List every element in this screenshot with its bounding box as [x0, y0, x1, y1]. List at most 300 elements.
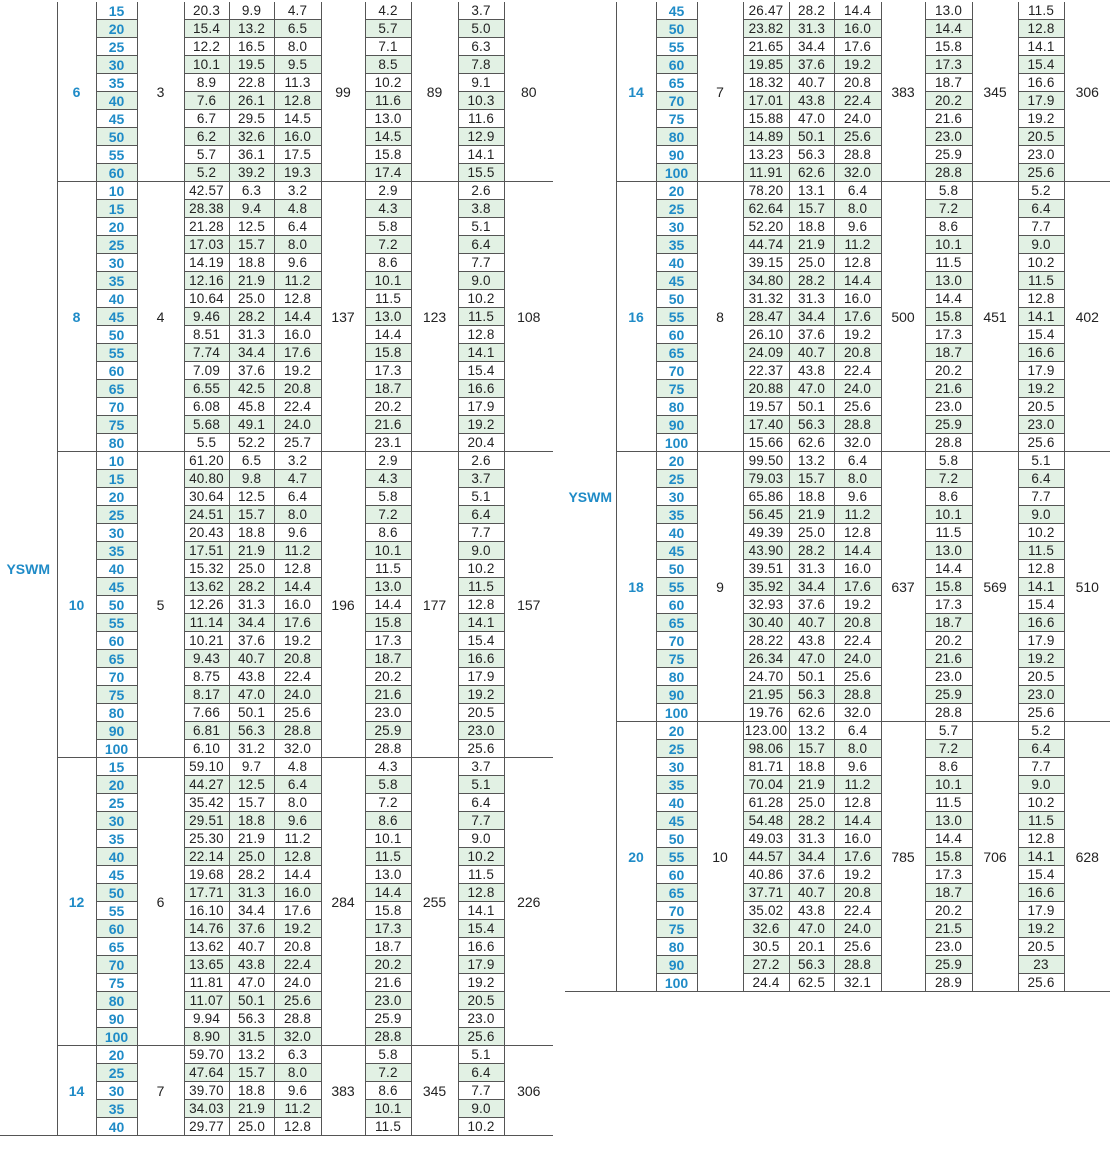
value-cell: 37.71	[743, 884, 789, 902]
value-cell: 5.8	[925, 182, 972, 200]
value-cell: 11.5	[458, 578, 504, 596]
value-cell: 13.0	[365, 110, 411, 128]
value-cell: 24.70	[743, 668, 789, 686]
value-cell: 32.0	[834, 704, 881, 722]
value-cell: 14.4	[274, 308, 321, 326]
length-cell: 20	[96, 20, 137, 38]
value-cell: 8.51	[184, 326, 229, 344]
value-cell: 9.6	[834, 488, 881, 506]
value-cell: 8.5	[365, 56, 411, 74]
length-cell: 30	[96, 56, 137, 74]
capacity-cell: 637	[881, 452, 925, 722]
value-cell: 23.0	[458, 1010, 504, 1028]
value-cell: 17.01	[743, 92, 789, 110]
value-cell: 22.37	[743, 362, 789, 380]
value-cell: 44.57	[743, 848, 789, 866]
value-cell: 14.76	[184, 920, 229, 938]
length-cell: 15	[96, 758, 137, 776]
series-label: YSWM	[0, 2, 57, 1136]
value-cell: 19.2	[834, 326, 881, 344]
length-cell: 60	[656, 866, 697, 884]
size-cell: 6	[57, 2, 96, 182]
value-cell: 25.0	[229, 560, 274, 578]
value-cell: 47.64	[184, 1064, 229, 1082]
value-cell: 14.1	[1018, 578, 1064, 596]
value-cell: 7.7	[458, 812, 504, 830]
value-cell: 10.2	[1018, 524, 1064, 542]
value-cell: 20.2	[365, 956, 411, 974]
value-cell: 28.8	[834, 686, 881, 704]
capacity-cell: 255	[411, 758, 458, 1046]
length-cell: 50	[656, 20, 697, 38]
value-cell: 42.57	[184, 182, 229, 200]
value-cell: 15.8	[925, 848, 972, 866]
length-cell: 25	[656, 740, 697, 758]
value-cell: 6.4	[458, 506, 504, 524]
value-cell: 20.8	[274, 380, 321, 398]
value-cell: 27.2	[743, 956, 789, 974]
length-cell: 65	[96, 380, 137, 398]
value-cell: 40.86	[743, 866, 789, 884]
value-cell: 17.9	[458, 398, 504, 416]
value-cell: 14.4	[834, 542, 881, 560]
value-cell: 11.91	[743, 164, 789, 182]
value-cell: 2.6	[458, 452, 504, 470]
length-cell: 40	[96, 1118, 137, 1136]
value-cell: 12.8	[458, 596, 504, 614]
value-cell: 34.4	[789, 38, 834, 56]
value-cell: 31.3	[789, 560, 834, 578]
value-cell: 7.2	[925, 200, 972, 218]
value-cell: 18.7	[365, 650, 411, 668]
value-cell: 17.40	[743, 416, 789, 434]
value-cell: 52.2	[229, 434, 274, 452]
value-cell: 17.6	[274, 614, 321, 632]
value-cell: 12.8	[1018, 560, 1064, 578]
value-cell: 25.0	[229, 1118, 274, 1136]
value-cell: 98.06	[743, 740, 789, 758]
value-cell: 6.4	[458, 236, 504, 254]
value-cell: 8.0	[274, 794, 321, 812]
value-cell: 13.0	[925, 812, 972, 830]
value-cell: 3.7	[458, 470, 504, 488]
value-cell: 29.5	[229, 110, 274, 128]
value-cell: 5.8	[365, 1046, 411, 1064]
value-cell: 25.9	[925, 686, 972, 704]
value-cell: 43.8	[789, 902, 834, 920]
value-cell: 20.3	[184, 2, 229, 20]
value-cell: 34.80	[743, 272, 789, 290]
table-row	[0, 2, 553, 20]
value-cell: 10.1	[925, 236, 972, 254]
length-cell: 80	[96, 992, 137, 1010]
value-cell: 5.2	[1018, 722, 1064, 740]
value-cell: 49.39	[743, 524, 789, 542]
value-cell: 2.6	[458, 182, 504, 200]
value-cell: 14.1	[1018, 848, 1064, 866]
value-cell: 24.0	[274, 686, 321, 704]
capacity-cell: 137	[321, 182, 365, 452]
value-cell: 14.4	[274, 866, 321, 884]
value-cell: 5.68	[184, 416, 229, 434]
value-cell: 14.19	[184, 254, 229, 272]
value-cell: 10.2	[458, 290, 504, 308]
value-cell: 25.6	[834, 128, 881, 146]
value-cell: 44.27	[184, 776, 229, 794]
capacity-cell: 306	[1064, 2, 1110, 182]
value-cell: 12.8	[274, 92, 321, 110]
value-cell: 7.66	[184, 704, 229, 722]
value-cell: 62.6	[789, 434, 834, 452]
value-cell: 24.51	[184, 506, 229, 524]
value-cell: 22.4	[274, 956, 321, 974]
value-cell: 8.6	[925, 218, 972, 236]
length-cell: 80	[96, 704, 137, 722]
value-cell: 21.95	[743, 686, 789, 704]
capacity-cell: 196	[321, 452, 365, 758]
length-cell: 100	[96, 740, 137, 758]
value-cell: 6.4	[274, 488, 321, 506]
value-cell: 25.9	[925, 146, 972, 164]
value-cell: 15.8	[925, 578, 972, 596]
value-cell: 20.8	[834, 884, 881, 902]
value-cell: 3.7	[458, 2, 504, 20]
value-cell: 21.5	[925, 920, 972, 938]
value-cell: 25.6	[274, 992, 321, 1010]
value-cell: 5.7	[365, 20, 411, 38]
value-cell: 11.07	[184, 992, 229, 1010]
value-cell: 28.8	[365, 1028, 411, 1046]
length-cell: 90	[96, 722, 137, 740]
value-cell: 17.3	[925, 56, 972, 74]
value-cell: 17.3	[925, 596, 972, 614]
value-cell: 2.9	[365, 182, 411, 200]
value-cell: 23.0	[1018, 686, 1064, 704]
value-cell: 14.4	[834, 272, 881, 290]
value-cell: 43.8	[789, 362, 834, 380]
length-cell: 60	[96, 920, 137, 938]
value-cell: 17.3	[365, 632, 411, 650]
value-cell: 23.82	[743, 20, 789, 38]
value-cell: 20.88	[743, 380, 789, 398]
length-cell: 50	[96, 596, 137, 614]
value-cell: 30.64	[184, 488, 229, 506]
value-cell: 12.8	[834, 254, 881, 272]
value-cell: 15.4	[458, 632, 504, 650]
value-cell: 14.5	[274, 110, 321, 128]
value-cell: 18.8	[229, 812, 274, 830]
value-cell: 8.0	[834, 470, 881, 488]
length-cell: 15	[96, 2, 137, 20]
capacity-cell: 345	[411, 1046, 458, 1136]
value-cell: 9.94	[184, 1010, 229, 1028]
length-cell: 35	[656, 506, 697, 524]
value-cell: 12.9	[458, 128, 504, 146]
value-cell: 20.5	[1018, 128, 1064, 146]
value-cell: 15.7	[229, 236, 274, 254]
value-cell: 15.66	[743, 434, 789, 452]
value-cell: 4.3	[365, 200, 411, 218]
value-cell: 17.51	[184, 542, 229, 560]
value-cell: 34.4	[229, 902, 274, 920]
value-cell: 6.7	[184, 110, 229, 128]
value-cell: 9.6	[834, 758, 881, 776]
value-cell: 16.6	[458, 380, 504, 398]
size-cell: 20	[616, 722, 656, 992]
length-cell: 25	[96, 38, 137, 56]
value-cell: 18.8	[789, 758, 834, 776]
value-cell: 9.6	[274, 524, 321, 542]
value-cell: 61.20	[184, 452, 229, 470]
value-cell: 23.0	[1018, 416, 1064, 434]
value-cell: 13.2	[229, 20, 274, 38]
length-cell: 65	[656, 884, 697, 902]
value-cell: 6.3	[229, 182, 274, 200]
value-cell: 11.2	[274, 542, 321, 560]
value-cell: 9.0	[1018, 236, 1064, 254]
length-cell: 75	[656, 920, 697, 938]
value-cell: 3.2	[274, 182, 321, 200]
module-cell: 4	[137, 182, 184, 452]
value-cell: 14.1	[458, 146, 504, 164]
value-cell: 22.4	[274, 668, 321, 686]
length-cell: 90	[656, 686, 697, 704]
value-cell: 7.6	[184, 92, 229, 110]
length-cell: 35	[96, 1100, 137, 1118]
value-cell: 16.6	[1018, 884, 1064, 902]
value-cell: 25.0	[789, 794, 834, 812]
length-cell: 70	[96, 668, 137, 686]
value-cell: 20.8	[274, 650, 321, 668]
value-cell: 10.1	[365, 272, 411, 290]
module-cell: 7	[697, 2, 743, 182]
length-cell: 30	[96, 1082, 137, 1100]
value-cell: 5.8	[365, 776, 411, 794]
capacity-cell: 569	[972, 452, 1018, 722]
value-cell: 25.6	[834, 938, 881, 956]
value-cell: 6.4	[274, 218, 321, 236]
length-cell: 80	[656, 938, 697, 956]
length-cell: 65	[96, 650, 137, 668]
value-cell: 28.2	[229, 578, 274, 596]
value-cell: 17.3	[925, 326, 972, 344]
value-cell: 6.3	[458, 38, 504, 56]
value-cell: 28.2	[789, 272, 834, 290]
value-cell: 14.4	[365, 596, 411, 614]
length-cell: 45	[656, 272, 697, 290]
value-cell: 18.32	[743, 74, 789, 92]
value-cell: 6.4	[834, 452, 881, 470]
value-cell: 59.10	[184, 758, 229, 776]
value-cell: 43.8	[229, 668, 274, 686]
value-cell: 78.20	[743, 182, 789, 200]
spec-table-right	[565, 2, 1110, 992]
value-cell: 20.4	[458, 434, 504, 452]
value-cell: 50.1	[789, 398, 834, 416]
value-cell: 14.4	[365, 884, 411, 902]
value-cell: 19.76	[743, 704, 789, 722]
value-cell: 19.2	[458, 686, 504, 704]
value-cell: 8.90	[184, 1028, 229, 1046]
length-cell: 20	[96, 218, 137, 236]
value-cell: 19.2	[274, 920, 321, 938]
length-cell: 40	[96, 290, 137, 308]
value-cell: 17.9	[1018, 902, 1064, 920]
value-cell: 123.00	[744, 722, 788, 738]
value-cell: 21.28	[184, 218, 229, 236]
value-cell: 7.1	[365, 38, 411, 56]
value-cell: 5.1	[458, 218, 504, 236]
value-cell: 50.1	[229, 992, 274, 1010]
value-cell: 13.2	[789, 722, 834, 740]
length-cell: 25	[656, 200, 697, 218]
value-cell: 25.6	[1018, 704, 1064, 722]
value-cell: 15.8	[925, 308, 972, 326]
value-cell: 47.0	[789, 110, 834, 128]
length-cell: 20	[96, 488, 137, 506]
value-cell: 3.7	[458, 758, 504, 776]
value-cell: 16.10	[184, 902, 229, 920]
value-cell: 14.4	[925, 560, 972, 578]
value-cell: 12.8	[274, 290, 321, 308]
value-cell: 21.6	[925, 650, 972, 668]
value-cell: 30.5	[743, 938, 789, 956]
value-cell: 5.8	[365, 488, 411, 506]
length-cell: 20	[96, 1046, 137, 1064]
value-cell: 17.3	[365, 920, 411, 938]
length-cell: 35	[96, 74, 137, 92]
value-cell: 11.14	[184, 614, 229, 632]
length-cell: 70	[656, 632, 697, 650]
length-cell: 65	[656, 614, 697, 632]
value-cell: 18.8	[229, 254, 274, 272]
table-row	[0, 182, 553, 200]
value-cell: 15.8	[365, 146, 411, 164]
module-cell: 9	[697, 452, 743, 722]
length-cell: 35	[96, 830, 137, 848]
value-cell: 14.4	[925, 20, 972, 38]
value-cell: 12.26	[184, 596, 229, 614]
value-cell: 9.0	[458, 542, 504, 560]
value-cell: 25.0	[789, 524, 834, 542]
value-cell: 11.2	[274, 830, 321, 848]
value-cell: 16.6	[1018, 614, 1064, 632]
value-cell: 23.0	[925, 398, 972, 416]
value-cell: 8.6	[365, 812, 411, 830]
value-cell: 23.0	[1018, 146, 1064, 164]
value-cell: 24.09	[743, 344, 789, 362]
value-cell: 62.6	[789, 704, 834, 722]
value-cell: 21.6	[365, 416, 411, 434]
length-cell: 100	[656, 704, 697, 722]
value-cell: 18.8	[229, 1082, 274, 1100]
value-cell: 7.09	[184, 362, 229, 380]
value-cell: 11.2	[834, 506, 881, 524]
value-cell: 39.15	[743, 254, 789, 272]
value-cell: 8.0	[274, 506, 321, 524]
length-cell: 90	[656, 146, 697, 164]
value-cell: 14.4	[834, 812, 881, 830]
value-cell: 16.0	[274, 128, 321, 146]
value-cell: 18.8	[789, 488, 834, 506]
value-cell: 12.8	[1018, 20, 1064, 38]
value-cell: 56.3	[789, 146, 834, 164]
value-cell: 11.2	[834, 236, 881, 254]
value-cell: 6.3	[274, 1046, 321, 1064]
length-cell: 20	[656, 722, 697, 740]
value-cell: 28.8	[925, 704, 972, 722]
value-cell: 17.03	[184, 236, 229, 254]
value-cell: 32.6	[229, 128, 274, 146]
value-cell: 18.8	[789, 218, 834, 236]
value-cell: 25.0	[229, 290, 274, 308]
value-cell: 15.8	[365, 344, 411, 362]
length-cell: 20	[96, 776, 137, 794]
value-cell: 8.6	[365, 254, 411, 272]
value-cell: 17.6	[834, 848, 881, 866]
value-cell: 5.1	[1018, 452, 1064, 470]
value-cell: 47.0	[229, 974, 274, 992]
capacity-cell: 123	[411, 182, 458, 452]
value-cell: 6.4	[274, 776, 321, 794]
value-cell: 6.4	[834, 722, 881, 740]
length-cell: 45	[96, 308, 137, 326]
value-cell: 17.3	[365, 362, 411, 380]
value-cell: 6.4	[834, 182, 881, 200]
capacity-cell: 99	[321, 2, 365, 182]
value-cell: 8.6	[365, 524, 411, 542]
value-cell: 23.0	[925, 938, 972, 956]
module-cell: 8	[697, 182, 743, 452]
length-cell: 25	[96, 1064, 137, 1082]
value-cell: 9.6	[274, 1082, 321, 1100]
value-cell: 9.6	[274, 812, 321, 830]
length-cell: 55	[656, 848, 697, 866]
module-cell: 5	[137, 452, 184, 758]
value-cell: 34.4	[789, 848, 834, 866]
value-cell: 31.3	[229, 326, 274, 344]
value-cell: 28.2	[789, 542, 834, 560]
value-cell: 25.6	[1018, 164, 1064, 182]
value-cell: 12.5	[229, 218, 274, 236]
value-cell: 19.57	[743, 398, 789, 416]
value-cell: 16.0	[274, 884, 321, 902]
length-cell: 45	[96, 578, 137, 596]
value-cell: 6.2	[184, 128, 229, 146]
value-cell: 5.0	[458, 20, 504, 38]
value-cell: 22.4	[834, 362, 881, 380]
value-cell: 5.1	[458, 776, 504, 794]
value-cell: 18.7	[925, 74, 972, 92]
capacity-cell: 628	[1064, 722, 1110, 992]
value-cell: 62.5	[789, 974, 834, 992]
value-cell: 8.6	[925, 488, 972, 506]
value-cell: 17.5	[274, 146, 321, 164]
value-cell: 11.5	[1018, 2, 1064, 20]
value-cell: 7.7	[1018, 488, 1064, 506]
length-cell: 35	[96, 272, 137, 290]
value-cell: 26.47	[743, 2, 789, 20]
value-cell: 43.8	[229, 956, 274, 974]
value-cell: 25.30	[184, 830, 229, 848]
value-cell: 12.8	[274, 848, 321, 866]
value-cell: 10.21	[184, 632, 229, 650]
length-cell: 75	[96, 974, 137, 992]
value-cell: 34.4	[789, 308, 834, 326]
value-cell: 13.62	[184, 578, 229, 596]
value-cell: 11.5	[925, 254, 972, 272]
value-cell: 81.71	[743, 758, 789, 776]
